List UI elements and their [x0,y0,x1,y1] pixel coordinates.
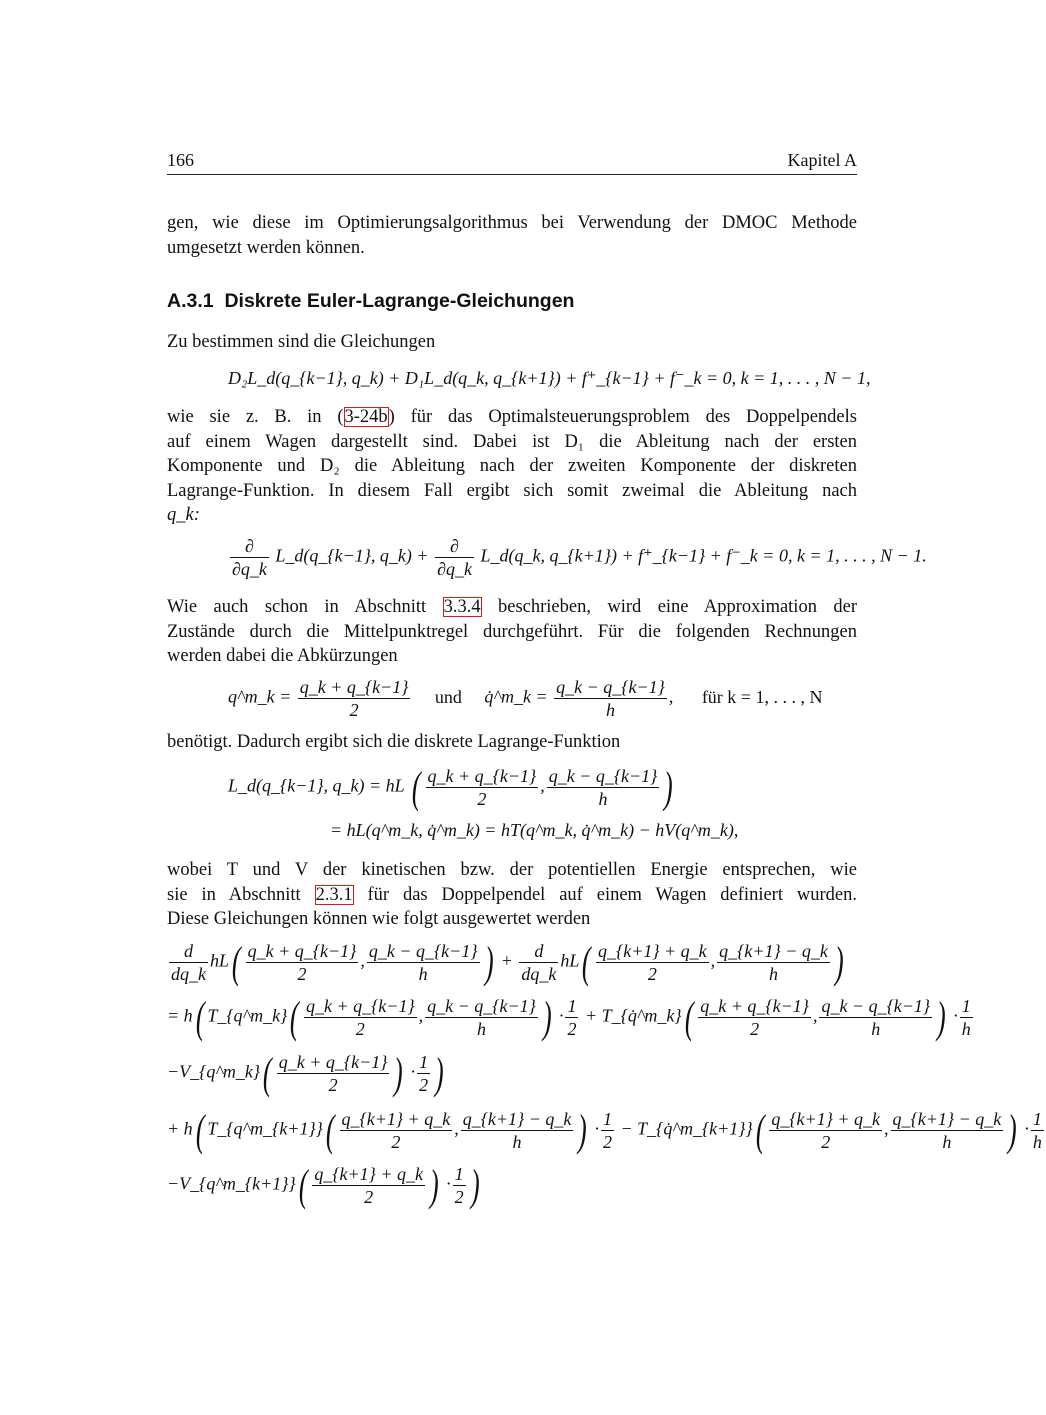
paragraph-line: Diese Gleichungen können wie folgt ausgewertet werden [167,909,591,929]
section-heading [167,290,574,313]
paragraph-lagrange [167,730,857,755]
partial-symbol: ∂ [435,535,474,558]
paragraph-line: Lagrange-Funktion. In diesem Fall ergibt sich somit zweimal die Ableitung nach [167,480,857,501]
equation-eval-row3: −V_{q^m_k}( $\frac{q\_k + q\_\{k-1\}}{2}$ ) · $\frac{1}{2}$ ) [167,1048,444,1098]
intro-line: umgesetzt werden können. [167,237,365,258]
paragraph-energy [167,858,857,932]
equation-eval-row5: −V_{q^m_{k+1}}( $\frac{q\_\{k+1\} + q\_k}{2}$ ) · $\frac{1}{2}$ ) [167,1160,480,1210]
fraction-denominator: h [598,789,608,809]
equation-connector: und [434,686,462,707]
paragraph-line: wie sie z. B. in (3-24b) für das Optimalsteuerungsproblem des Doppelpendels [167,407,857,427]
partial-symbol: ∂ [230,535,269,558]
equation-term: q^m_k = [228,686,292,707]
equation-euler-lagrange: D₂L_d(q_{k−1}, q_k) + D₁L_d(q_k, q_{k+1}) + f⁺_{k−1} + f⁻_k = 0, k = 1, . . . , N − 1, [228,368,871,388]
fraction-numerator: q_k − q_{k−1} [548,766,658,786]
fraction-numerator: q_k + q_{k−1} [299,677,409,697]
paragraph-line: Komponente und D₂ die Ableitung nach der zweiten Komponente der diskreten [167,456,857,476]
paragraph-line: werden dabei die Abkürzungen [167,646,398,666]
header-rule [167,174,857,175]
intro-paragraph [167,211,857,260]
equation-term: L_d(q_{k−1}, q_k) + [275,545,429,566]
equation-term: für k = 1, . . . , N [701,686,823,707]
equation-term: L_d(q_{k−1}, q_k) = hL [228,775,405,796]
equation-eval-row2: = h( T_{q^m_k}( $\frac{q\_k + q\_\{k-1\}}{2}$ , $\frac{q\_k - q\_\{k-1\}}{h}$ ) · $\frac{1}{2}$ + T_{q̇^m_k}( $\frac{q\_k + q\_\{k-1\}}{2}$ , $\frac{q\_k - q\_\{k-1\}}{h}$ ) · $\frac{1}{h}$ [167,992,971,1042]
fraction-numerator: q_k − q_{k−1} [556,677,665,697]
paragraph-line: auf einem Wagen dargestellt sind. Dabei ist D₁ die Ableitung nach der ersten [167,431,857,452]
equation-discrete-lagrangian-line2: = hL(q^m_k, q̇^m_k) = hT(q^m_k, q̇^m_k) − hV(q^m_k), [330,820,739,840]
chapter-label: Kapitel A [787,150,857,170]
paragraph-line: sie in Abschnitt 2.3.1 für das Doppelpendel auf einem Wagen definiert wurden. [167,884,857,905]
paragraph-midpoint-rule [167,595,857,669]
equation-eval-row4: + h( T_{q^m_{k+1}}( $\frac{q\_\{k+1\} + q\_k}{2}$ , $\frac{q\_\{k+1\} - q\_k}{h}$ ) · $\frac{1}{2}$ − T_{q̇^m_{k+1}}( $\frac{q\_\{k+1\} + q\_k}{2}$ , $\frac{q\_\{k+1\} - q\_k}{h}$ ) · $\frac{1}{h}$ [167,1105,1042,1155]
equation-term: L_d(q_k, q_{k+1}) + f⁺_{k−1} + f⁻_k = 0, k = 1, . . . , N − 1. [480,545,927,566]
paragraph-line: benötigt. Dadurch ergibt sich die diskrete Lagrange-Funktion [167,732,621,752]
partial-denominator: ∂q_k [232,559,267,579]
equation-discrete-lagrangian: L_d(q_{k−1}, q_k) = hL ( $\frac{q\_k + q\_\{k-1\}}{2}$ , $\frac{q\_k - q\_\{k-1\}}{h}$ ) [228,762,674,812]
fraction-numerator: q_k + q_{k−1} [427,766,537,786]
fraction-denominator: h [605,700,615,720]
section-reference-link[interactable]: 2.3.1 [315,884,353,905]
page-number: 166 [167,150,194,170]
paragraph-line: wobei T und V der kinetischen bzw. der potentiellen Energie entsprechen, wie [167,860,857,880]
equation-reference-link[interactable]: 3-24b [344,407,388,427]
section-reference-link[interactable]: 3.3.4 [443,597,481,617]
equation-term: q̇^m_k = [484,686,548,707]
paragraph-intro-eq [167,330,857,355]
partial-denominator: ∂q_k [437,559,472,579]
paragraph-line: Zu bestimmen sind die Gleichungen [167,332,436,352]
fraction-denominator: 2 [349,700,359,720]
paragraph-line: Wie auch schon in Abschnitt 3.3.4 beschrieben, wird eine Approximation der [167,597,857,617]
fraction-denominator: 2 [477,789,487,809]
section-number: A.3.1 [167,290,214,312]
paragraph-line: Zustände durch die Mittelpunktregel durchgeführt. Für die folgenden Rechnungen [167,621,857,642]
equation-partial-derivatives [228,535,927,580]
equation-abbreviations: q^m_k = $\frac{q\_k + q\_\{k-1\}}{2}$ und q̇^m_k = $\frac{q\_k - q\_\{k-1\}}{h}$ , für k = 1, . . . , N [228,677,823,720]
section-title: Diskrete Euler-Lagrange-Gleichungen [224,290,575,312]
intro-line: gen, wie diese im Optimierungsalgorithmus bei Verwendung der DMOC Methode [167,213,857,233]
equation-eval-row1: $\frac{d}{dq\_k}$ hL( $\frac{q\_k + q\_\{k-1\}}{2}$ , $\frac{q\_k - q\_\{k-1\}}{h}$ ) + $\frac{d}{dq\_k}$ hL( $\frac{q\_\{k+1\} + q\_k}{2}$ , $\frac{q\_\{k+1\} - q\_k}{h}$ ) [171,937,844,987]
paragraph-derivatives [167,405,857,528]
paragraph-line: q_k: [167,505,200,525]
